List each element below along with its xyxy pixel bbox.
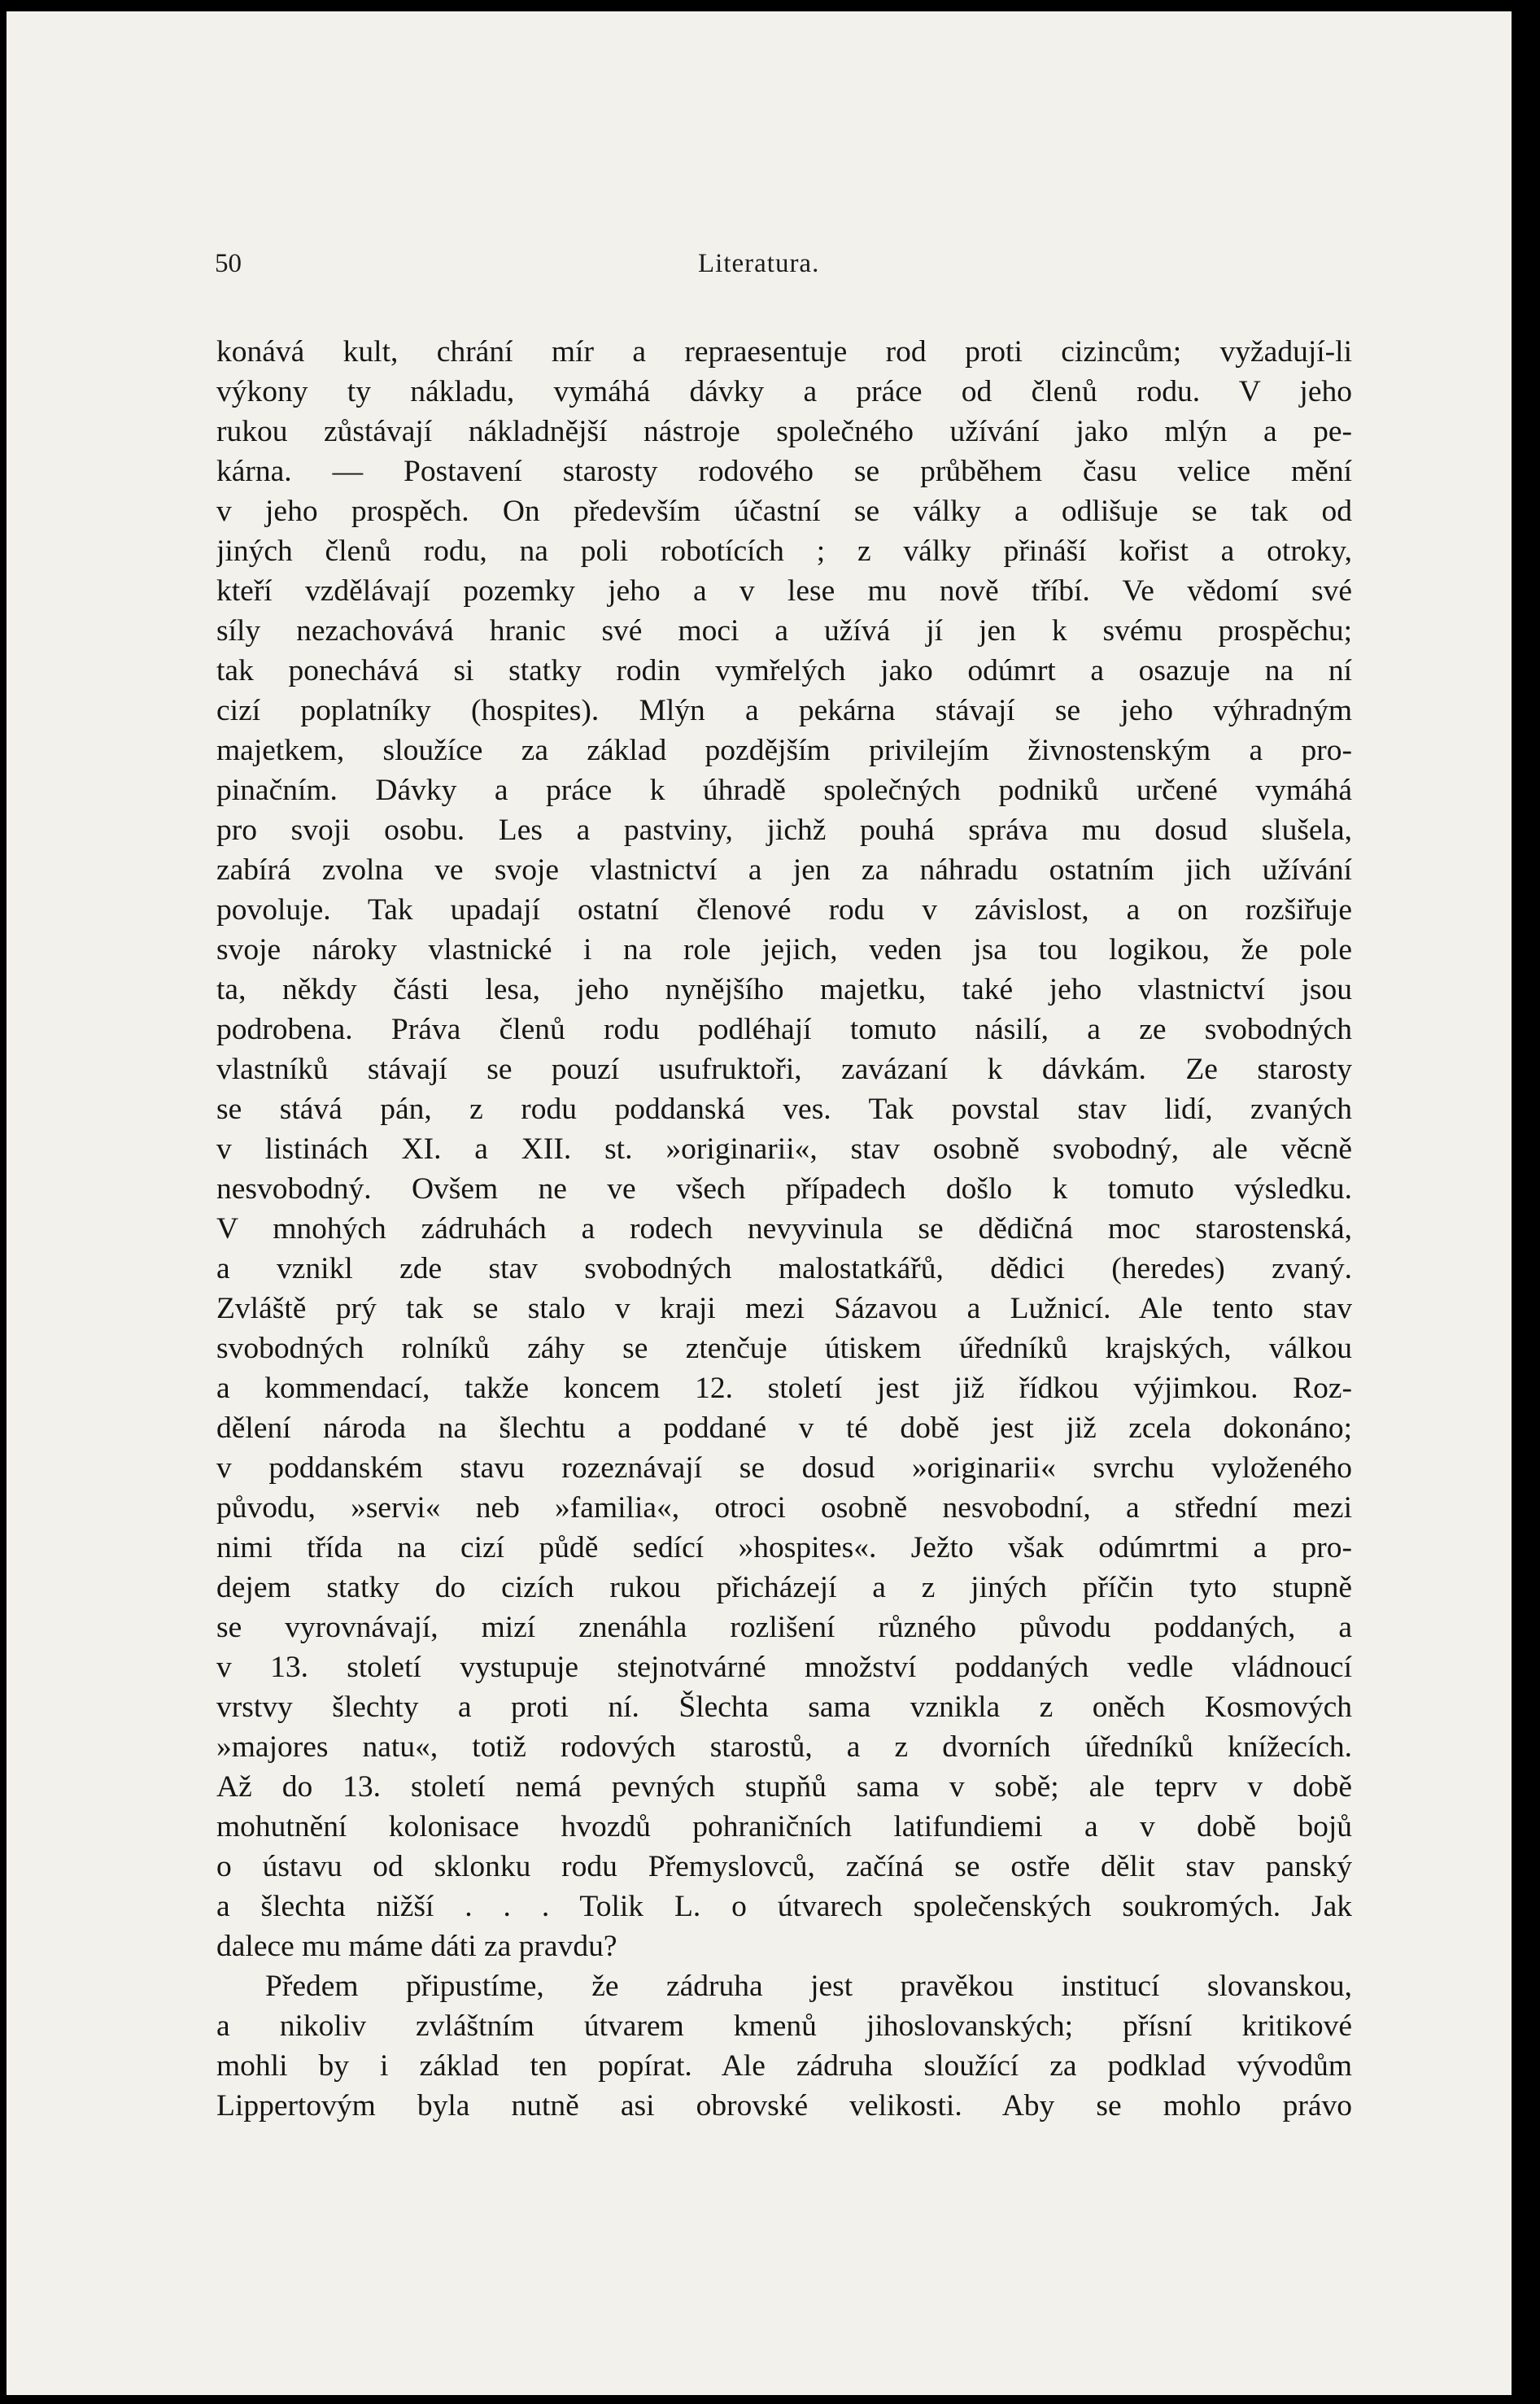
- running-head: [7, 249, 1512, 290]
- text-line: pinačním. Dávky a práce k úhradě společných podniků určené vymáhá: [216, 774, 1352, 807]
- text-line: cizí poplatníky (hospites). Mlýn a pekárna stávají se jeho výhradným: [216, 694, 1352, 727]
- text-line: v jeho prospěch. On především účastní se války a odlišuje se tak od: [216, 495, 1352, 528]
- section-title: Literatura.: [698, 249, 820, 278]
- text-line: v listinách XI. a XII. st. »originarii«, stav osobně svobodný, ale věcně: [216, 1132, 1352, 1166]
- text-line: majetkem, sloužíce za základ pozdějším privilejím živnostenským a pro-: [216, 734, 1352, 767]
- text-line: Předem připustíme, že zádruha jest pravěkou institucí slovanskou,: [265, 1970, 1352, 2003]
- text-line: a kommendací, takže koncem 12. století jest již řídkou výjimkou. Roz-: [216, 1372, 1352, 1405]
- text-line: Až do 13. století nemá pevných stupňů sama v sobě; ale teprv v době: [216, 1770, 1352, 1804]
- text-line: kteří vzdělávají pozemky jeho a v lese mu nově tříbí. Ve vědomí své: [216, 574, 1352, 608]
- body-text: [216, 332, 1352, 2126]
- text-line: podrobena. Práva členů rodu podléhají tomuto násilí, a ze svobodných: [216, 1013, 1352, 1046]
- text-line: Zvláště prý tak se stalo v kraji mezi Sázavou a Lužnicí. Ale tento stav: [216, 1292, 1352, 1325]
- text-line: výkony ty nákladu, vymáhá dávky a práce od členů rodu. V jeho: [216, 375, 1352, 408]
- text-line: nesvobodný. Ovšem ne ve všech případech došlo k tomuto výsledku.: [216, 1172, 1352, 1206]
- text-line: V mnohých zádruhách a rodech nevyvinula se dědičná moc starostenská,: [216, 1212, 1352, 1246]
- text-line: svoje nároky vlastnické i na role jejich, veden jsa tou logikou, že pole: [216, 933, 1352, 966]
- text-line: a nikoliv zvláštním útvarem kmenů jihoslovanských; přísní kritikové: [216, 2009, 1352, 2043]
- text-line: mohli by i základ ten popírat. Ale zádruha sloužící za podklad vývodům: [216, 2049, 1352, 2083]
- text-line: dejem statky do cizích rukou přicházejí a z jiných příčin tyto stupně: [216, 1571, 1352, 1604]
- text-line: konává kult, chrání mír a repraesentuje rod proti cizincům; vyžadují-li: [216, 335, 1352, 369]
- text-line: dělení národa na šlechtu a poddané v té době jest již zcela dokonáno;: [216, 1411, 1352, 1445]
- text-line: v poddanském stavu rozeznávají se dosud »originarii« svrchu vyloženého: [216, 1451, 1352, 1485]
- page-number: 50: [215, 249, 242, 278]
- text-line: se stává pán, z rodu poddanská ves. Tak povstal stav lidí, zvaných: [216, 1093, 1352, 1126]
- text-line: Lippertovým byla nutně asi obrovské velikosti. Aby se mohlo právo: [216, 2089, 1352, 2123]
- text-line: vlastníků stávají se pouzí usufruktoři, zavázaní k dávkám. Ze starosty: [216, 1053, 1352, 1086]
- text-line: tak ponechává si statky rodin vymřelých jako odúmrt a osazuje na ní: [216, 654, 1352, 687]
- text-line: se vyrovnávají, mizí znenáhla rozlišení různého původu poddaných, a: [216, 1611, 1352, 1644]
- text-line: vrstvy šlechty a proti ní. Šlechta sama vznikla z oněch Kosmových: [216, 1691, 1352, 1724]
- text-line: jiných členů rodu, na poli robotících ; z války přináší kořist a otroky,: [216, 534, 1352, 568]
- text-line: rukou zůstávají nákladnější nástroje společného užívání jako mlýn a pe-: [216, 415, 1352, 448]
- text-line: »majores natu«, totiž rodových starostů, a z dvorních úředníků knížecích.: [216, 1730, 1352, 1764]
- text-line: zabírá zvolna ve svoje vlastnictví a jen za náhradu ostatním jich užívání: [216, 853, 1352, 887]
- text-line: svobodných rolníků záhy se ztenčuje útiskem úředníků krajských, válkou: [216, 1332, 1352, 1365]
- text-line: a vznikl zde stav svobodných malostatkářů, dědici (heredes) zvaný.: [216, 1252, 1352, 1285]
- scanned-page: [7, 11, 1512, 2395]
- text-line: dalece mu máme dáti za pravdu?: [216, 1930, 617, 1963]
- text-line: síly nezachovává hranic své moci a užívá jí jen k svému prospěchu;: [216, 614, 1352, 648]
- text-line: mohutnění kolonisace hvozdů pohraničních latifundiemi a v době bojů: [216, 1810, 1352, 1843]
- text-line: ta, někdy části lesa, jeho nynějšího majetku, také jeho vlastnictví jsou: [216, 973, 1352, 1006]
- text-line: kárna. — Postavení starosty rodového se průběhem času velice mění: [216, 455, 1352, 488]
- text-line: pro svoji osobu. Les a pastviny, jichž pouhá správa mu dosud slušela,: [216, 814, 1352, 847]
- text-line: nimi třída na cizí půdě sedící »hospites«. Ježto však odúmrtmi a pro-: [216, 1531, 1352, 1564]
- text-line: povoluje. Tak upadají ostatní členové rodu v závislost, a on rozšiřuje: [216, 893, 1352, 927]
- text-line: a šlechta nižší . . . Tolik L. o útvarech společenských soukromých. Jak: [216, 1890, 1352, 1923]
- text-line: původu, »servi« neb »familia«, otroci osobně nesvobodní, a střední mezi: [216, 1491, 1352, 1525]
- text-line: o ústavu od sklonku rodu Přemyslovců, začíná se ostře dělit stav panský: [216, 1850, 1352, 1883]
- text-line: v 13. století vystupuje stejnotvárné množství poddaných vedle vládnoucí: [216, 1651, 1352, 1684]
